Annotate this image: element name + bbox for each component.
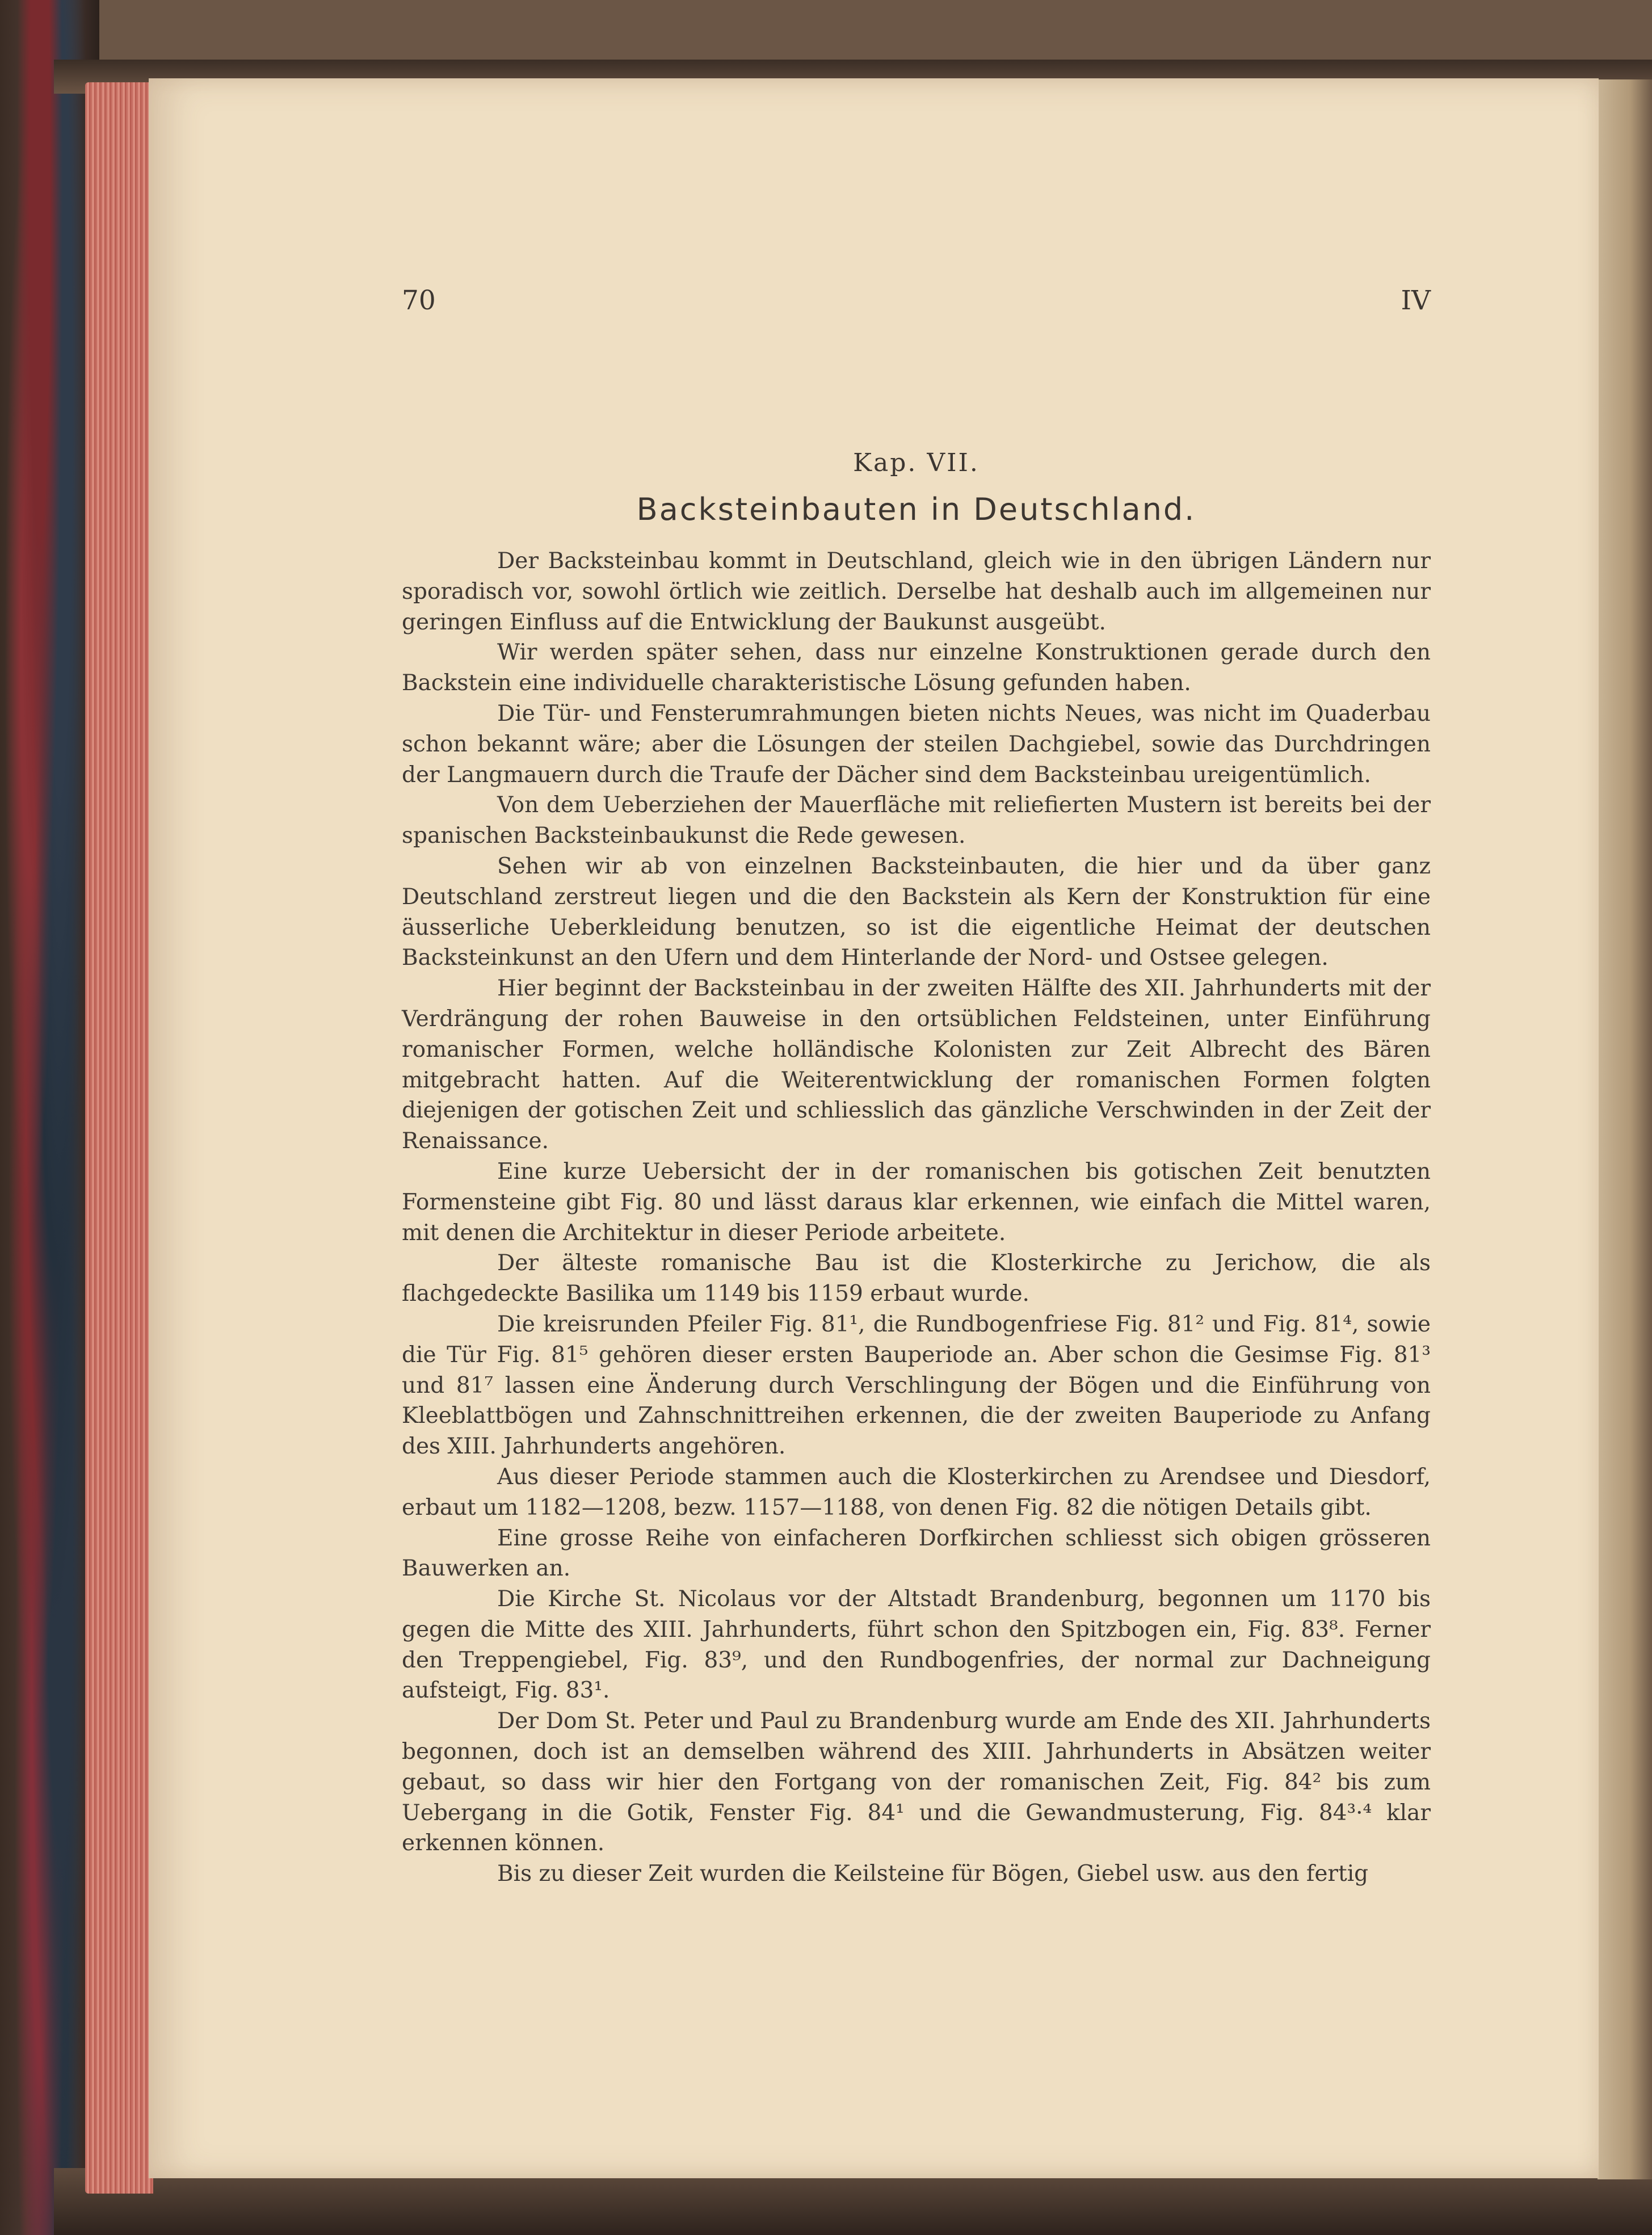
chapter-label: Kap. VII. [853,448,980,477]
marbled-cover [0,0,99,2235]
paragraph: Der Backsteinbau kommt in Deutschland, gleich wie in den übrigen Ländern nur sporadisch vor, sowohl örtlich wie zeitlich. Derselbe hat deshalb auch im allgemeinen nur geringen Einfluss auf die Entwicklung der Baukunst ausgeübt. [402,548,1431,635]
paragraph: Bis zu dieser Zeit wurden die Keilsteine für Bögen, Giebel usw. aus den fertig [497,1861,1369,1887]
paragraph: Der älteste romanische Bau ist die Klosterkirche zu Jerichow, die als flachgedeckte Basilika um 1149 bis 1159 erbaut wurde. [402,1250,1431,1307]
paragraph: Aus dieser Periode stammen auch die Klosterkirchen zu Arendsee und Diesdorf, erbaut um 1182—1208, bezw. 1157—1188, von denen Fig. 82 die nötigen Details gibt. [402,1464,1431,1520]
page-number: 70 [402,285,436,316]
paragraph: Von dem Ueberziehen der Mauerfläche mit reliefierten Mustern ist bereits bei der spanischen Backsteinbaukunst die Rede gewesen. [402,792,1431,849]
facing-page-edge [1598,79,1652,2179]
paragraph: Eine grosse Reihe von einfacheren Dorfkirchen schliesst sich obigen grösseren Bauwerken an. [402,1525,1431,1582]
paragraph: Die kreisrunden Pfeiler Fig. 81¹, die Rundbogenfriese Fig. 81² und Fig. 81⁴, sowie die Tür Fig. 81⁵ gehören dieser ersten Bauperiode an. Aber schon die Gesimse Fig. 81³ und 81⁷ lassen eine Änderung durch Verschlingung der Bögen und die Einführung von Kleeblattbögen und Zahnschnittreihen erkennen, die der zweiten Bauperiode zu Anfang des XIII. Jahrhunderts angehören. [402,1311,1431,1460]
running-head [402,285,1431,325]
page-edges [85,82,153,2194]
paragraph: Die Tür- und Fensterumrahmungen bieten nichts Neues, was nicht im Quaderbau schon bekannt wäre; aber die Lösungen der steilen Dachgiebel, sowie das Durchdringen der Langmauern durch die Traufe der Dächer sind dem Backsteinbau ureigentümlich. [402,700,1431,788]
paragraph: Hier beginnt der Backsteinbau in der zweiten Hälfte des XII. Jahrhunderts mit der Verdrängung der rohen Bauweise in den ortsüblichen Feldsteinen, unter Einführung romanischer Formen, welche holländische Kolonisten zur Zeit Albrecht des Bären mitgebracht hatten. Auf die Weiterentwicklung der romanischen Formen folgten diejenigen der gotischen Zeit und schliesslich das gänzliche Verschwinden in der Zeit der Renaissance. [402,976,1431,1154]
paragraph: Der Dom St. Peter und Paul zu Brandenburg wurde am Ende des XII. Jahrhunderts begonnen, doch ist an demselben während des XIII. Jahrhunderts in Absätzen weiter gebaut, so dass wir hier den Fortgang von der romanischen Zeit, Fig. 84² bis zum Uebergang in die Gotik, Fenster Fig. 84¹ und die Gewandmusterung, Fig. 84³·⁴ klar erkennen können. [402,1708,1431,1856]
section-mark: IV [1401,285,1431,316]
chapter-title: Backsteinbauten in Deutschland. [636,491,1196,527]
paragraph: Eine kurze Uebersicht der in der romanischen bis gotischen Zeit benutzten Formensteine gibt Fig. 80 und lässt daraus klar erkennen, wie einfach die Mittel waren, mit denen die Architektur in dieser Periode arbeitete. [402,1158,1431,1246]
body-text [402,546,1431,1889]
paragraph: Wir werden später sehen, dass nur einzelne Konstruktionen gerade durch den Backstein eine individuelle charakteristische Lösung gefunden haben. [402,640,1431,696]
paragraph: Sehen wir ab von einzelnen Backsteinbauten, die hier und da über ganz Deutschland zerstreut liegen und die den Backstein als Kern der Konstruktion für eine äusserliche Ueberkleidung benutzen, so ist die eigentliche Heimat der deutschen Backsteinkunst an den Ufern und dem Hinterlande der Nord- und Ostsee gelegen. [402,853,1431,971]
paragraph: Die Kirche St. Nicolaus vor der Altstadt Brandenburg, begonnen um 1170 bis gegen die Mitte des XIII. Jahrhunderts, führt schon den Spitzbogen ein, Fig. 83⁸. Ferner den Treppengiebel, Fig. 83⁹, und den Rundbogenfries, der normal zur Dachneigung aufsteigt, Fig. 83¹. [402,1586,1431,1704]
